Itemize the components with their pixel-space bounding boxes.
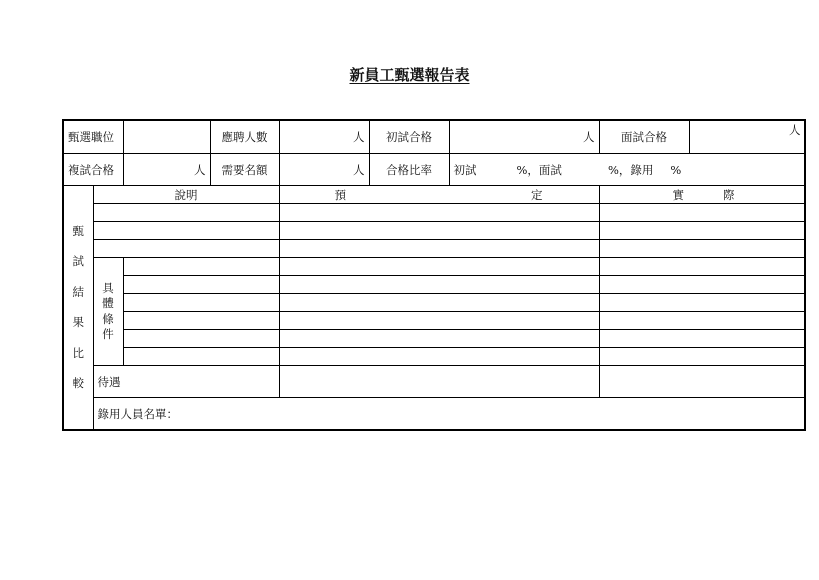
table-row	[63, 204, 805, 222]
explain-cell[interactable]	[123, 312, 279, 330]
table-row	[63, 330, 805, 348]
treatment-planned-cell[interactable]	[279, 366, 599, 398]
interview-pass-field[interactable]: 人	[689, 120, 805, 154]
selection-report-table	[62, 119, 806, 431]
first-pass-label: 初試合格	[369, 120, 449, 154]
explain-cell[interactable]	[123, 330, 279, 348]
hired-list-row	[63, 398, 805, 431]
planned-cell[interactable]	[279, 330, 599, 348]
planned-cell[interactable]	[279, 204, 599, 222]
planned-cell[interactable]	[279, 258, 599, 276]
title-text: 新員工甄選報告表	[349, 66, 470, 84]
planned-cell[interactable]	[279, 276, 599, 294]
table-row	[63, 240, 805, 258]
specific-conditions-label: 具 體 條 件	[93, 258, 123, 366]
actual-cell[interactable]	[599, 204, 805, 222]
table-row	[63, 258, 805, 276]
treatment-label: 待遇	[93, 366, 279, 398]
explain-cell[interactable]	[123, 276, 279, 294]
actual-cell[interactable]	[599, 348, 805, 366]
first-pass-field[interactable]: 人	[449, 120, 599, 154]
table-row	[63, 294, 805, 312]
needed-field[interactable]: 人	[279, 154, 369, 186]
actual-cell[interactable]	[599, 276, 805, 294]
explain-cell[interactable]	[123, 348, 279, 366]
treatment-row	[63, 366, 805, 398]
planned-cell[interactable]	[279, 240, 599, 258]
needed-label: 需要名額	[210, 154, 279, 186]
treatment-actual-cell[interactable]	[599, 366, 805, 398]
table-row	[63, 276, 805, 294]
actual-cell[interactable]	[599, 312, 805, 330]
hired-list-field[interactable]: 錄用人員名單：	[93, 398, 805, 431]
planned-cell[interactable]	[279, 312, 599, 330]
retest-pass-label: 複試合格	[63, 154, 123, 186]
ratio-hire-pct: %	[670, 162, 682, 177]
row-1	[63, 120, 805, 154]
pass-ratio-field[interactable]	[449, 154, 805, 186]
explain-cell[interactable]	[93, 222, 279, 240]
ratio-first-label: 初試	[453, 162, 477, 177]
applicants-label: 應聘人數	[210, 120, 279, 154]
position-field[interactable]	[123, 120, 210, 154]
row-2	[63, 154, 805, 186]
table-row	[63, 348, 805, 366]
actual-cell[interactable]	[599, 240, 805, 258]
explain-cell[interactable]	[123, 294, 279, 312]
ratio-first-pct: %，面試	[516, 162, 562, 177]
planned-cell[interactable]	[279, 222, 599, 240]
explain-cell[interactable]	[123, 258, 279, 276]
explain-cell[interactable]	[93, 240, 279, 258]
actual-cell[interactable]	[599, 294, 805, 312]
actual-cell[interactable]	[599, 330, 805, 348]
actual-cell[interactable]	[599, 222, 805, 240]
comparison-header-row	[63, 186, 805, 204]
planned-cell[interactable]	[279, 294, 599, 312]
pass-ratio-label: 合格比率	[369, 154, 449, 186]
comparison-side-label: 甄 試 結 果 比 較	[63, 186, 93, 431]
position-label: 甄選職位	[63, 120, 123, 154]
page-title	[0, 64, 819, 85]
interview-pass-label: 面試合格	[599, 120, 689, 154]
applicants-field[interactable]: 人	[279, 120, 369, 154]
col-planned-header: 預 定	[279, 186, 599, 204]
retest-pass-field[interactable]: 人	[123, 154, 210, 186]
ratio-interview-pct: %，錄用	[607, 162, 654, 177]
col-explain-header: 說明	[93, 186, 279, 204]
table-row	[63, 222, 805, 240]
col-actual-header: 實 際	[599, 186, 805, 204]
explain-cell[interactable]	[93, 204, 279, 222]
table-row	[63, 312, 805, 330]
actual-cell[interactable]	[599, 258, 805, 276]
planned-cell[interactable]	[279, 348, 599, 366]
